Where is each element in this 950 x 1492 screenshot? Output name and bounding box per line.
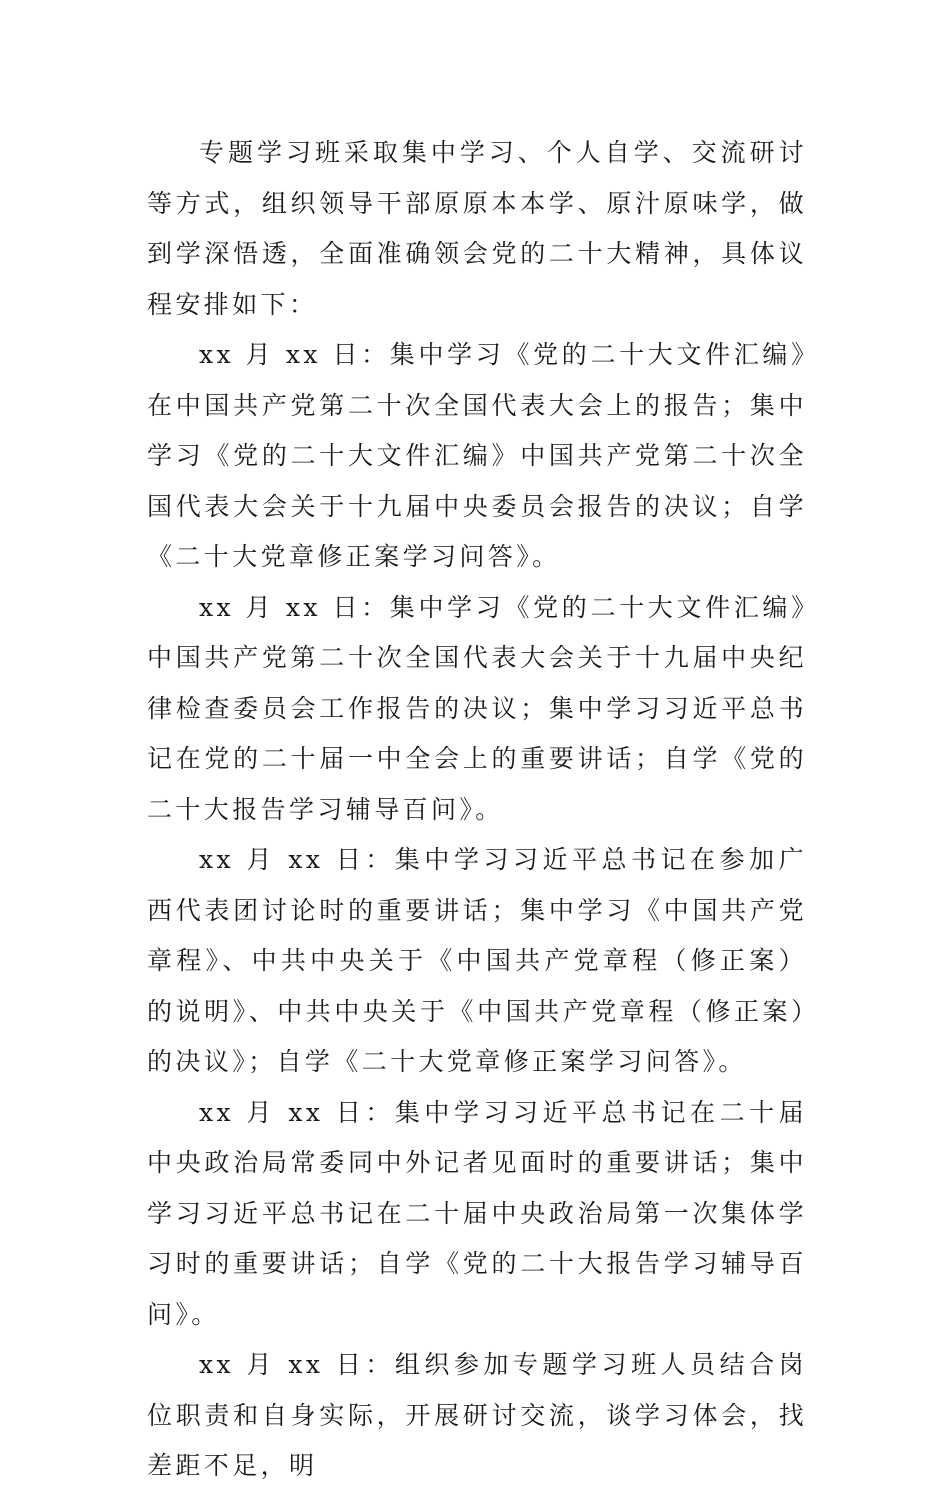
paragraph-agenda-day-3: xx 月 xx 日：集中学习习近平总书记在参加广西代表团讨论时的重要讲话；集中学习《中国共产党章程》、中共中央关于《中国共产党章程（修正案）的说明》、中共中央关于《中国共产党章程（修正案）的决议》；自学《二十大党章修正案学习问答》。	[147, 845, 807, 1076]
paragraph-intro: 专题学习班采取集中学习、个人自学、交流研讨等方式，组织领导干部原原本本学、原汁原味学，做到学深悟透，全面准确领会党的二十大精神，具体议程安排如下：	[147, 138, 807, 319]
document-body	[147, 128, 807, 1492]
paragraph-agenda-day-2: xx 月 xx 日：集中学习《党的二十大文件汇编》中国共产党第二十次全国代表大会关于十九届中央纪律检查委员会工作报告的决议；集中学习习近平总书记在党的二十届一中全会上的重要讲话；自学《党的二十大报告学习辅导百问》。	[147, 592, 807, 824]
paragraph-agenda-day-5: xx 月 xx 日：组织参加专题学习班人员结合岗位职责和自身实际，开展研讨交流，谈学习体会，找差距不足，明	[147, 1350, 807, 1480]
paragraph-agenda-day-4: xx 月 xx 日：集中学习习近平总书记在二十届中央政治局常委同中外记者见面时的重要讲话；集中学习习近平总书记在二十届中央政治局第一次集体学习时的重要讲话；自学《党的二十大报告学习辅导百问》。	[147, 1097, 807, 1329]
paragraph-agenda-day-1: xx 月 xx 日：集中学习《党的二十大文件汇编》在中国共产党第二十次全国代表大会上的报告；集中学习《党的二十大文件汇编》中国共产党第二十次全国代表大会关于十九届中央委员会报告的决议；自学《二十大党章修正案学习问答》。	[147, 340, 807, 571]
